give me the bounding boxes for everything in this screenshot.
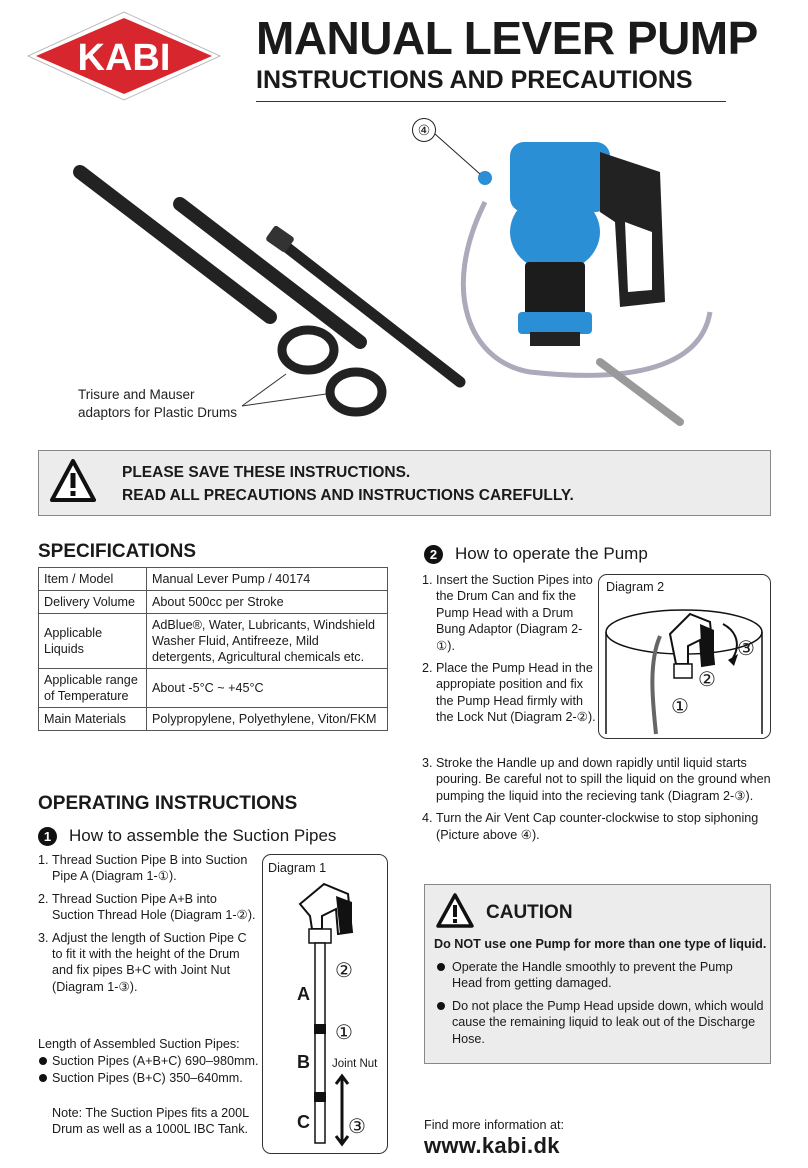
kabi-logo — [26, 10, 222, 102]
diagram-1-label: Diagram 1 — [268, 861, 327, 875]
assembly-steps — [38, 852, 258, 1001]
warning-triangle-icon — [50, 458, 96, 504]
pipe-c-label: C — [297, 1112, 310, 1132]
drum-adaptors — [282, 330, 382, 412]
list-item: Do not place the Pump Head upside down, which would cause the remaining liquid to leak out of the Discharge Hose. — [434, 998, 764, 1047]
operate-steps-b — [422, 755, 778, 849]
operate-steps-a — [422, 572, 598, 732]
suction-pipes — [80, 172, 460, 382]
table-row: Applicable Liquids AdBlue®, Water, Lubricants, Windshield Washer Fluid, Antifreeze, Mild detergents, Agricultural chemicals etc. — [39, 614, 388, 669]
caution-subtitle: Do NOT use one Pump for more than one type of liquid. — [434, 937, 767, 951]
diagram-1-callout-2: ② — [335, 960, 353, 982]
diagram-1-callout-3: ③ — [348, 1116, 366, 1138]
operating-title: OPERATING INSTRUCTIONS — [38, 793, 298, 814]
list-item: 1. Insert the Suction Pipes into the Drum Can and fix the Pump Head with a Drum Bung Adaptor (Diagram 2-①). — [422, 573, 593, 653]
joint-nut-label: Joint Nut — [332, 1058, 378, 1070]
step-number: 1 — [38, 827, 57, 846]
diagram-1-drawing — [262, 854, 388, 1154]
website-link[interactable]: www.kabi.dk — [424, 1133, 560, 1158]
list-item: 2. Place the Pump Head in the appropiate position and fix the Pump Head firmly with the Lock Nut (Diagram 2-②). — [422, 661, 596, 725]
section2-heading: 2 How to operate the Pump — [424, 544, 648, 564]
diagram-1-callout-1: ① — [335, 1022, 353, 1044]
logo-text: KABI — [77, 37, 171, 79]
spec-table — [38, 567, 388, 731]
list-item: Suction Pipes (B+C) 350–640mm. — [38, 1070, 259, 1087]
find-more-text: Find more information at: — [424, 1118, 564, 1132]
diagram-2-callout-2: ② — [698, 669, 716, 691]
table-row: Delivery Volume About 500cc per Stroke — [39, 591, 388, 614]
list-item: 3. Adjust the length of Suction Pipe C to fit it with the height of the Drum and fix pipes B+C with Joint Nut (Diagram 1-③). — [38, 930, 247, 994]
step-number: 2 — [424, 545, 443, 564]
pipe-b-label: B — [297, 1052, 310, 1072]
pipe-note: Note: The Suction Pipes fits a 200L Drum as well as a 1000L IBC Tank. — [52, 1106, 249, 1137]
diagram-2-callout-3: ③ — [737, 638, 755, 660]
length-list — [38, 1053, 259, 1087]
list-item: 1. Thread Suction Pipe B into Suction Pipe A (Diagram 1-①). — [38, 853, 248, 884]
header-divider — [256, 101, 726, 102]
table-row: Item / Model Manual Lever Pump / 40174 — [39, 568, 388, 591]
list-item: 2. Thread Suction Pipe A+B into Suction Thread Hole (Diagram 1-②). — [38, 891, 256, 923]
page-subtitle: INSTRUCTIONS AND PRECAUTIONS — [256, 66, 693, 94]
list-item: Operate the Handle smoothly to prevent the Pump Head from getting damaged. — [434, 959, 764, 992]
table-row: Applicable range of Temperature About -5°C ~ +45°C — [39, 669, 388, 708]
caution-title: CAUTION — [486, 902, 573, 923]
caution-list — [434, 959, 764, 1053]
table-row: Main Materials Polypropylene, Polyethylene, Viton/FKM — [39, 708, 388, 731]
specifications-title: SPECIFICATIONS — [38, 541, 196, 562]
list-item: 3. Stroke the Handle up and down rapidly until liquid starts pouring. Be careful not to spill the liquid on the ground when pumping the liquid into the recieving tank (Diagram 2-③). — [422, 756, 771, 803]
list-item: 4. Turn the Air Vent Cap counter-clockwise to stop siphoning (Picture above ④). — [422, 811, 759, 842]
callout-4: ④ — [412, 118, 436, 142]
diagram-2-callout-1: ① — [671, 696, 689, 718]
pipe-a-label: A — [297, 984, 310, 1004]
adaptor-label: Trisure and Mauser adaptors for Plastic Drums — [78, 387, 238, 420]
length-title: Length of Assembled Suction Pipes: — [38, 1037, 240, 1051]
warning-triangle-icon — [436, 893, 474, 929]
page-title: MANUAL LEVER PUMP — [256, 12, 758, 64]
warning-text: PLEASE SAVE THESE INSTRUCTIONS. READ ALL PRECAUTIONS AND INSTRUCTIONS CAREFULLY. — [122, 464, 574, 504]
section1-heading: 1 How to assemble the Suction Pipes — [38, 826, 336, 846]
diagram-2-label: Diagram 2 — [606, 580, 665, 594]
list-item: Suction Pipes (A+B+C) 690–980mm. — [38, 1053, 259, 1070]
